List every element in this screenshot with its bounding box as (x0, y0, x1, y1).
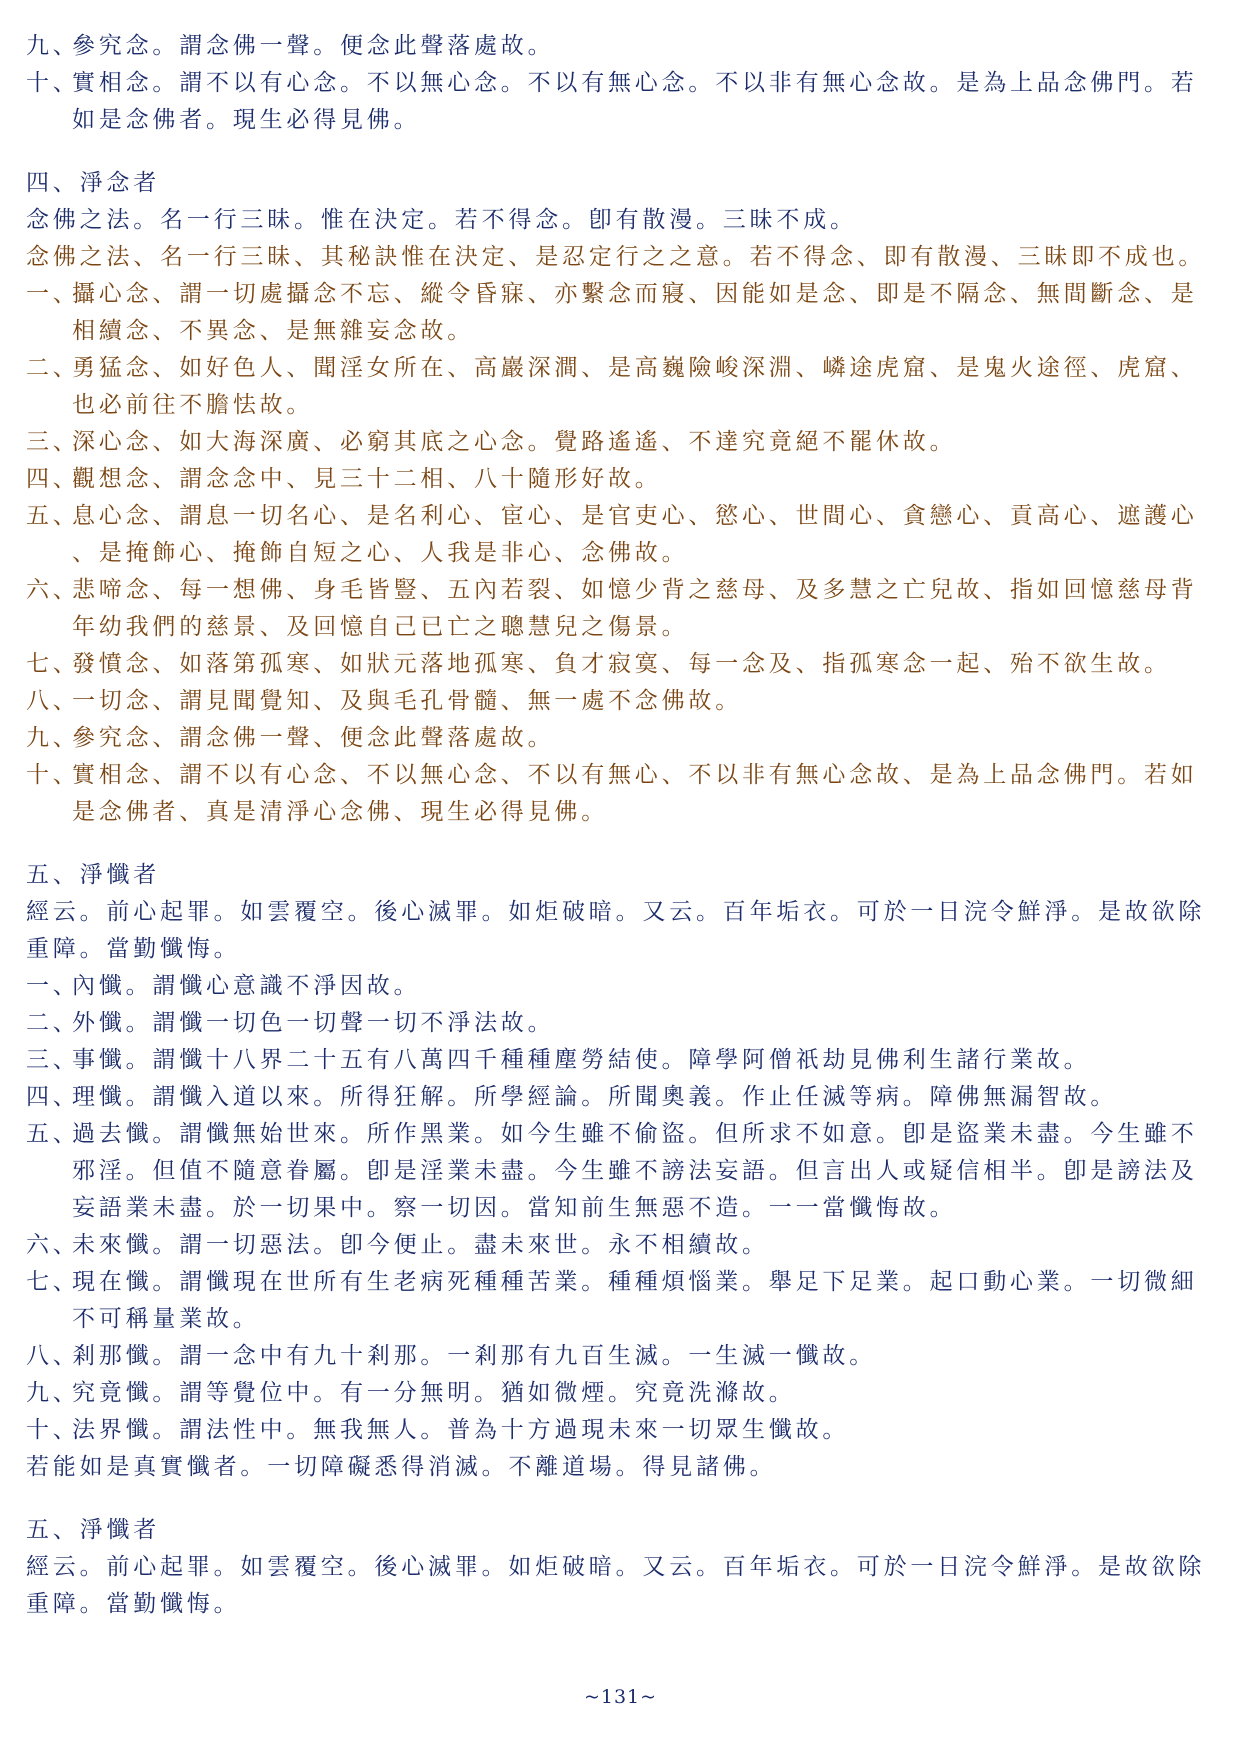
list-item (26, 498, 1221, 572)
section-intro-annotated: 念佛之法、名一行三昧、其秘訣惟在決定、是忍定行之之意。若不得念、即有散漫、三昧即不成也。 (26, 244, 1206, 270)
item-text: 發憤念、如落第孤寒、如狀元落地孤寒、負才寂寞、每一念及、指孤寒念一起、殆不欲生故。 (72, 651, 1171, 677)
item-number: 十、 (26, 1417, 80, 1443)
item-number: 八、 (26, 688, 80, 714)
list-item (26, 461, 1221, 498)
item-number: 四、 (26, 466, 80, 492)
item-text: 剎那懺。謂一念中有九十剎那。一剎那有九百生滅。一生滅一懺故。 (72, 1343, 876, 1369)
list-item (26, 1412, 1221, 1449)
item-text: 息心念、謂息一切名心、是名利心、宦心、是官吏心、慾心、世間心、貪戀心、貢高心、遮護心、是掩飾心、掩飾自短之心、人我是非心、念佛故。 (72, 503, 1198, 566)
list-item (26, 1264, 1221, 1338)
section-closing: 若能如是真實懺者。一切障礙悉得消滅。不離道場。得見諸佛。 (26, 1454, 777, 1480)
item-text: 究竟懺。謂等覺位中。有一分無明。猶如微煙。究竟洗滌故。 (72, 1380, 796, 1406)
page-number: ~131~ (583, 1686, 658, 1708)
list-item (26, 1116, 1221, 1227)
item-text: 未來懺。謂一切惡法。卽今便止。盡未來世。永不相續故。 (72, 1232, 769, 1258)
item-text: 實相念、謂不以有心念、不以無心念、不以有無心、不以非有無心念故、是為上品念佛門。若如是念佛者、真是清淨心念佛、現生必得見佛。 (72, 762, 1198, 825)
list-item (26, 350, 1221, 424)
item-number: 一、 (26, 281, 80, 307)
list-item (26, 1375, 1221, 1412)
item-number: 九、 (26, 725, 80, 751)
section-intro: 經云。前心起罪。如雲覆空。後心滅罪。如炬破暗。又云。百年垢衣。可於一日浣令鮮淨。是故欲除重障。當勤懺悔。 (26, 899, 1206, 962)
item-number: 七、 (26, 1269, 80, 1295)
item-number: 三、 (26, 1047, 80, 1073)
list-item (26, 968, 1221, 1005)
item-number: 九、 (26, 33, 80, 59)
item-text: 內懺。謂懺心意識不淨因故。 (72, 973, 421, 999)
item-text: 過去懺。謂懺無始世來。所作黑業。如今生雖不偷盜。但所求不如意。卽是盜業未盡。今生雖不邪淫。但值不隨意眷屬。卽是淫業未盡。今生雖不謗法妄語。但言出人或疑信相半。卽是謗法及妄語業未盡。於一切果中。察一切因。當知前生無惡不造。一一當懺悔故。 (72, 1121, 1198, 1221)
list-item (26, 757, 1221, 831)
item-number: 十、 (26, 762, 80, 788)
item-number: 二、 (26, 355, 80, 381)
section-intro: 經云。前心起罪。如雲覆空。後心滅罪。如炬破暗。又云。百年垢衣。可於一日浣令鮮淨。是故欲除重障。當勤懺悔。 (26, 1554, 1206, 1617)
item-number: 十、 (26, 70, 80, 96)
section-intro: 念佛之法。名一行三昧。惟在決定。若不得念。卽有散漫。三昧不成。 (26, 207, 857, 233)
item-number: 八、 (26, 1343, 80, 1369)
item-text: 深心念、如大海深廣、必窮其底之心念。覺路遙遙、不達究竟絕不罷休故。 (72, 429, 957, 455)
item-number: 四、 (26, 1084, 80, 1110)
page-body (26, 28, 1221, 1623)
item-text: 事懺。謂懺十八界二十五有八萬四千種種塵勞結使。障學阿僧祇劫見佛利生諸行業故。 (72, 1047, 1091, 1073)
item-text: 勇猛念、如好色人、聞淫女所在、高巖深澗、是高巍險峻深淵、嶙途虎窟、是鬼火途徑、虎窟、也必前往不膽怯故。 (72, 355, 1198, 418)
item-text: 實相念。謂不以有心念。不以無心念。不以有無心念。不以非有無心念故。是為上品念佛門。若如是念佛者。現生必得見佛。 (72, 70, 1198, 133)
list-item (26, 28, 1221, 65)
item-text: 參究念。謂念佛一聲。便念此聲落處故。 (72, 33, 555, 59)
item-number: 二、 (26, 1010, 80, 1036)
item-number: 七、 (26, 651, 80, 677)
list-item (26, 1338, 1221, 1375)
item-number: 九、 (26, 1380, 80, 1406)
item-text: 理懺。謂懺入道以來。所得狂解。所學經論。所聞奧義。作止任滅等病。障佛無漏智故。 (72, 1084, 1118, 1110)
list-item (26, 424, 1221, 461)
list-item (26, 1005, 1221, 1042)
item-number: 六、 (26, 577, 80, 603)
item-text: 參究念、謂念佛一聲、便念此聲落處故。 (72, 725, 555, 751)
list-item (26, 1042, 1221, 1079)
list-item (26, 646, 1221, 683)
list-item (26, 276, 1221, 350)
item-text: 攝心念、謂一切處攝念不忘、縱令昏寐、亦繫念而寢、因能如是念、即是不隔念、無間斷念、是相續念、不異念、是無雜妄念故。 (72, 281, 1198, 344)
list-item (26, 1079, 1221, 1116)
list-item (26, 683, 1221, 720)
item-number: 五、 (26, 503, 80, 529)
item-text: 現在懺。謂懺現在世所有生老病死種種苦業。種種煩惱業。舉足下足業。起口動心業。一切微細不可稱量業故。 (72, 1269, 1198, 1332)
item-number: 三、 (26, 429, 80, 455)
list-item (26, 65, 1221, 139)
section-heading: 四、淨念者 (26, 170, 160, 196)
item-number: 六、 (26, 1232, 80, 1258)
item-text: 觀想念、謂念念中、見三十二相、八十隨形好故。 (72, 466, 662, 492)
item-text: 法界懺。謂法性中。無我無人。普為十方過現未來一切眾生懺故。 (72, 1417, 850, 1443)
item-number: 一、 (26, 973, 80, 999)
list-item (26, 720, 1221, 757)
item-number: 五、 (26, 1121, 80, 1147)
section-heading: 五、淨懺者 (26, 862, 160, 888)
item-text: 悲啼念、每一想佛、身毛皆豎、五內若裂、如憶少背之慈母、及多慧之亡兒故、指如回憶慈母背年幼我們的慈景、及回憶自己已亡之聰慧兒之傷景。 (72, 577, 1198, 640)
list-item (26, 1227, 1221, 1264)
item-text: 外懺。謂懺一切色一切聲一切不淨法故。 (72, 1010, 555, 1036)
item-text: 一切念、謂見聞覺知、及與毛孔骨髓、無一處不念佛故。 (72, 688, 742, 714)
list-item (26, 572, 1221, 646)
section-heading: 五、淨懺者 (26, 1517, 160, 1543)
